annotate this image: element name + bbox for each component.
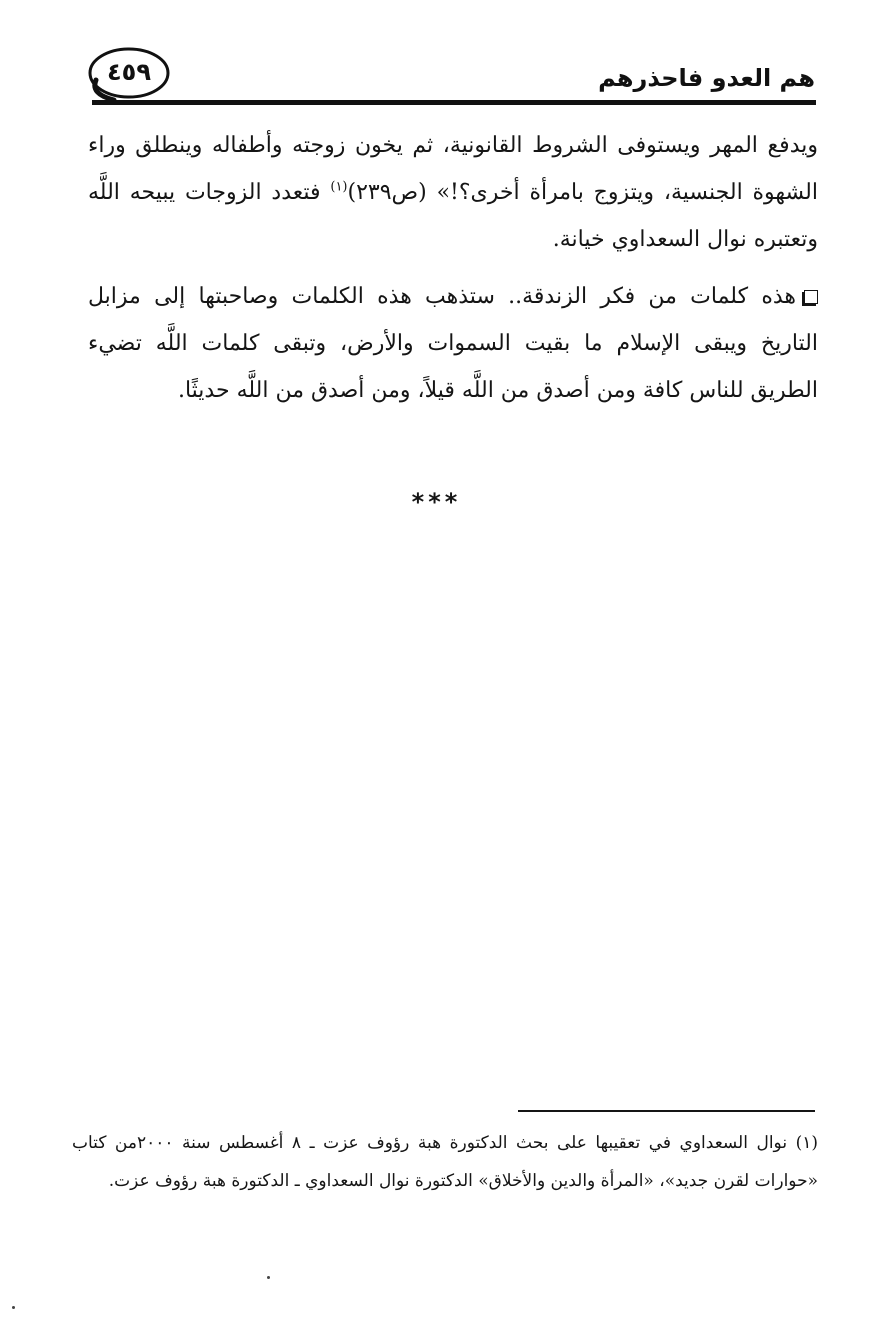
section-separator: *** [411,488,462,516]
header-rule [92,100,816,105]
page-number: ٤٥٩ [107,58,151,86]
running-title: هم العدو فاحذرهم [598,64,815,92]
scan-speck [267,1276,270,1279]
footnote [72,1124,818,1200]
page-number-badge [86,44,172,102]
main-text [88,122,818,414]
footnote-reference: (١) [330,179,348,195]
paragraph-2 [88,273,818,414]
bullet-box-icon [804,290,818,304]
footnote-text: (١) نوال السعداوي في تعقيبها على بحث الدكتورة هبة رؤوف عزت ـ ٨ أغسطس سنة ٢٠٠٠من كتاب «حوارات لقرن جديد»، «المرأة والدين والأخلاق» الدكتورة نوال السعداوي ـ الدكتورة هبة رؤوف عزت. [72,1133,818,1191]
paragraph-1 [88,122,818,263]
scan-speck [12,1306,15,1309]
paragraph-1-continuation: فتعدد الزوجات يبيحه اللَّه وتعتبره نوال السعداوي خيانة. [88,180,818,252]
paragraph-1-text: ويدفع المهر ويستوفى الشروط القانونية، ثم يخون زوجته وأطفاله وينطلق وراء الشهوة الجنسية، ويتزوج بامرأة أخرى؟!» (ص٢٣٩) [88,133,818,205]
footnote-rule [518,1110,815,1112]
paragraph-2-text: هذه كلمات من فكر الزندقة.. ستذهب هذه الكلمات وصاحبتها إلى مزابل التاريخ ويبقى الإسلام ما بقيت السموات والأرض، وتبقى كلمات اللَّه تضيء الطريق للناس كافة ومن أصدق من اللَّه قيلاً، ومن أصدق من اللَّه حديثًا. [88,284,818,403]
